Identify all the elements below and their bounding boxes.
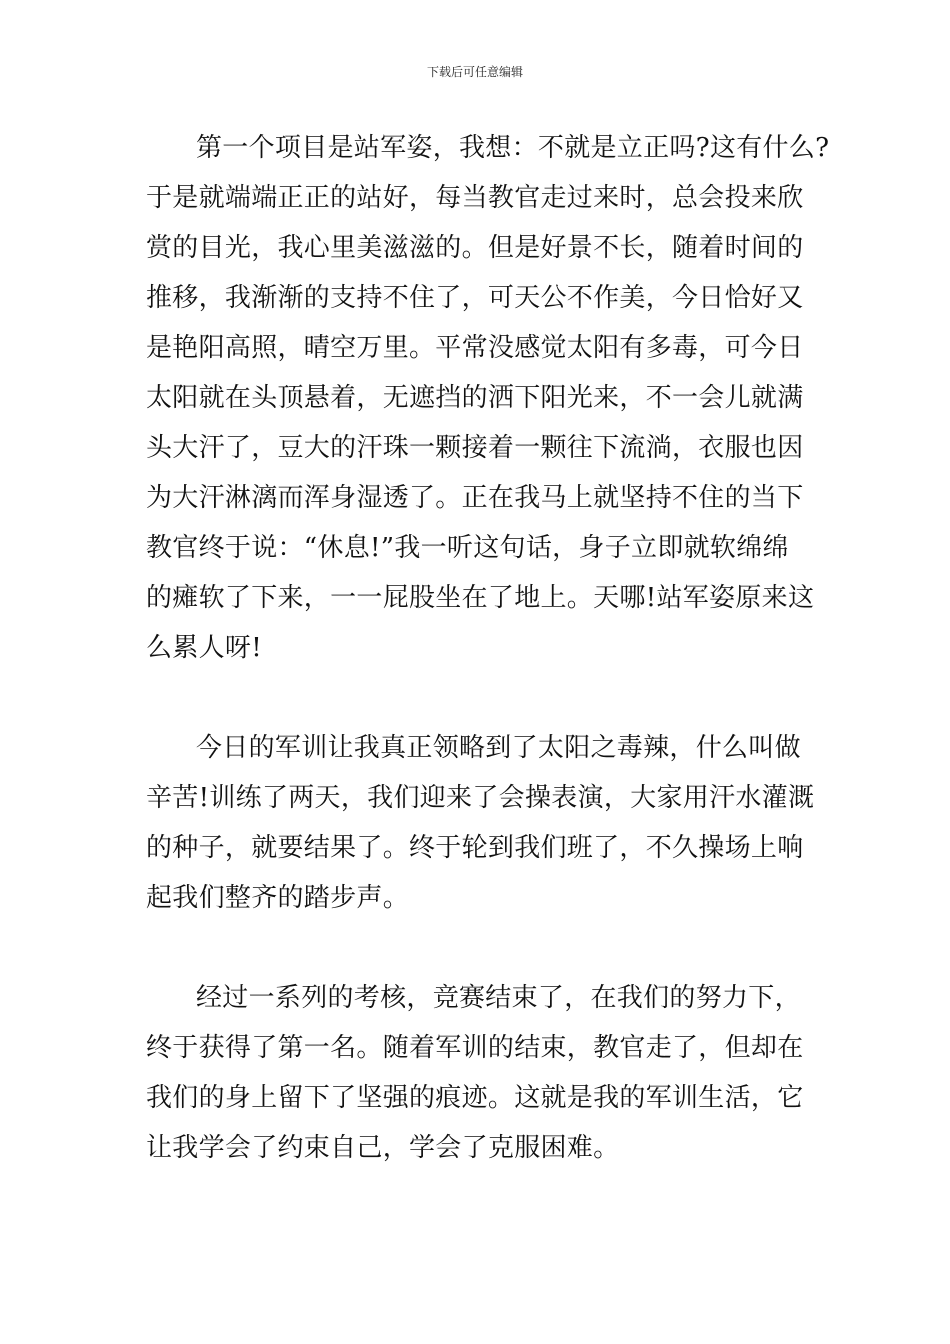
paragraph-1-line-11: 么累人呀!	[146, 633, 262, 663]
paragraph-1-line-3: 赏的目光，我心里美滋滋的。但是好景不长，随着时间的	[146, 233, 804, 263]
paragraph-3-line-4: 让我学会了约束自己，学会了克服困难。	[146, 1133, 620, 1163]
paragraph-1-line-4: 推移，我渐渐的支持不住了，可天公不作美，今日恰好又	[146, 283, 804, 313]
paragraph-1-line-1: 第一个项目是站军姿，我想：不就是立正吗?这有什么?	[196, 133, 830, 163]
paragraph-2-line-2: 辛苦!训练了两天，我们迎来了会操表演，大家用汗水灌溉	[146, 783, 815, 813]
paragraph-1-line-9: 教官终于说：“休息!”我一听这句话，身子立即就软绵绵	[146, 533, 789, 563]
paragraph-3-line-1: 经过一系列的考核，竞赛结束了，在我们的努力下，	[196, 983, 801, 1013]
paragraph-1-line-2: 于是就端端正正的站好，每当教官走过来时，总会投来欣	[146, 183, 804, 213]
paragraph-2-line-4: 起我们整齐的踏步声。	[146, 883, 410, 913]
paragraph-2-line-1: 今日的军训让我真正领略到了太阳之毒辣，什么叫做	[196, 733, 801, 763]
paragraph-1-line-7: 头大汗了，豆大的汗珠一颗接着一颗往下流淌，衣服也因	[146, 433, 804, 463]
paragraph-3-line-2: 终于获得了第一名。随着军训的结束，教官走了，但却在	[146, 1033, 804, 1063]
paragraph-3-line-3: 我们的身上留下了坚强的痕迹。这就是我的军训生活，它	[146, 1083, 804, 1113]
paragraph-1-line-8: 为大汗淋漓而浑身湿透了。正在我马上就坚持不住的当下	[146, 483, 804, 513]
paragraph-1-line-5: 是艳阳高照，晴空万里。平常没感觉太阳有多毒，可今日	[146, 333, 804, 363]
paragraph-2-line-3: 的种子，就要结果了。终于轮到我们班了，不久操场上响	[146, 833, 804, 863]
paragraph-1-line-6: 太阳就在头顶悬着，无遮挡的洒下阳光来，不一会儿就满	[146, 383, 804, 413]
page-header: 下载后可任意编辑	[426, 65, 523, 79]
paragraph-1-line-10: 的瘫软了下来，一一屁股坐在了地上。天哪!站军姿原来这	[146, 583, 815, 613]
